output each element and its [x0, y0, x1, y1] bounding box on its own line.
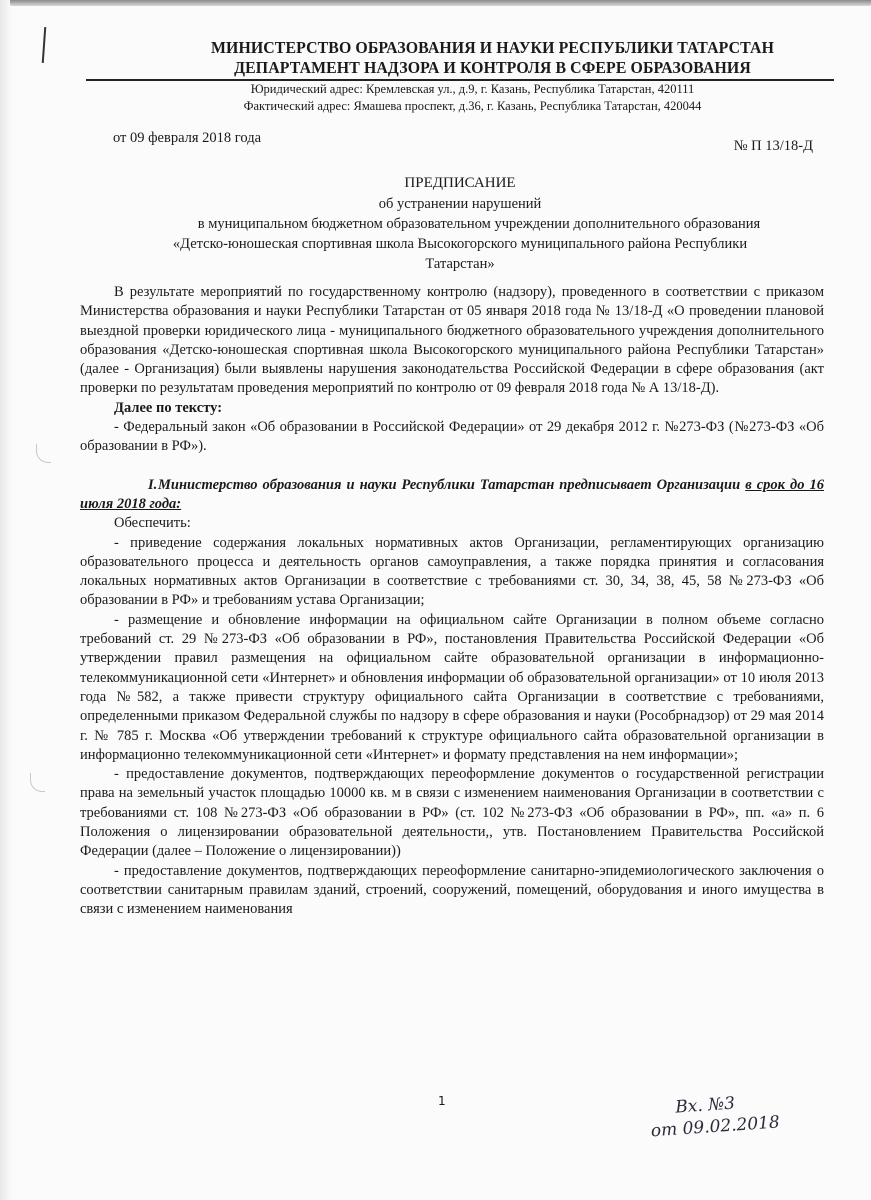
- document-meta: [113, 130, 813, 155]
- ensure-label: Обеспечить:: [114, 515, 191, 532]
- scan-left-edge: [0, 0, 12, 1200]
- document-title: ПРЕДПИСАНИЕ: [404, 175, 516, 191]
- intro-paragraph: В результате мероприятий по государственному контролю (надзору), проведенного в соответствии с приказом Министерства образования и науки Республики Татарстан от 05 января 2018 года № 13/18-Д «О проведении плановой выездной проверки юридического лица - муниципального бюджетного образовательного учреждения дополнительного образования «Детско-юношеская спортивная школа Высокогорского муниципального района Республики Татарстан» (далее - Организация) были выявлены нарушения законодательства Российской Федерации в сфере образования (акт проверки по результатам проведения мероприятий по контролю от 09 февраля 2018 года № А 13/18-Д).: [80, 284, 824, 397]
- handwritten-registration-note: [650, 1089, 781, 1142]
- department-name: ДЕПАРТАМЕНТ НАДЗОРА И КОНТРОЛЯ В СФЕРЕ ОБРАЗОВАНИЯ: [234, 58, 751, 77]
- requirement-item: - приведение содержания локальных нормативных актов Организации, регламентирующих организацию образовательного процесса и деятельность органов самоуправления, а также порядка принятия и согласования локальных нормативных актов Организации в соответствие с требованиями ст. 30, 34, 38, 45, 58 №273-ФЗ «Об образовании в РФ» и требованиям устава Организации;: [80, 534, 824, 609]
- legal-address: Юридический адрес: Кремлевская ул., д.9, г. Казань, Республика Татарстан, 420111: [250, 82, 695, 96]
- scan-top-edge: [10, 0, 871, 6]
- punch-hole-mark: [30, 773, 45, 792]
- document-number: № П 13/18-Д: [733, 138, 813, 154]
- page-number: 1: [438, 1094, 446, 1108]
- handwritten-incoming-number: Вх. №3: [674, 1093, 736, 1118]
- section-number: I.: [148, 476, 158, 493]
- title-subline: об устранении нарушений: [378, 196, 542, 212]
- handwritten-date: от 09.02.2018: [650, 1112, 781, 1142]
- document-body: [80, 283, 824, 920]
- section-heading: [80, 476, 824, 515]
- actual-address: Фактический адрес: Ямашева проспект, д.36, г. Казань, Республика Татарстан, 420044: [243, 99, 702, 113]
- title-subline: в муниципальном бюджетном образовательном учреждении дополнительного образования: [197, 216, 761, 232]
- document-title-block: [100, 172, 820, 274]
- pen-mark: [42, 27, 47, 63]
- ministry-name: МИНИСТЕРСТВО ОБРАЗОВАНИЯ И НАУКИ РЕСПУБЛИКИ ТАТАРСТАН: [210, 38, 775, 57]
- title-subline: «Детско-юношеская спортивная школа Высокогорского муниципального района Республики: [172, 236, 748, 252]
- section-text: Министерство образования и науки Республики Татарстан предписывает Организации: [158, 476, 746, 493]
- document-date: от 09 февраля 2018 года: [113, 130, 262, 146]
- punch-hole-mark: [36, 444, 51, 463]
- requirement-item: - предоставление документов, подтверждающих переоформление документов о государственной регистрации права на земельный участок площадью 10000 кв. м в связи с изменением наименования Организации в соответствии с требованиями ст. 108 №273-ФЗ «Об образовании в РФ» (ст. 102 №273-ФЗ «Об образовании в РФ», пп. «а» п. 6 Положения о лицензировании образовательной деятельности,, утв. Постановлением Правительства Российской Федерации (далее – Положение о лицензировании)): [80, 766, 824, 860]
- law-reference: - Федеральный закон «Об образовании в Российской Федерации» от 29 декабря 2012 г. №273-ФЗ (№273-ФЗ «Об образовании в РФ»).: [80, 419, 824, 455]
- further-label: Далее по тексту:: [114, 399, 223, 416]
- section-deadline: в срок до 16 июля 2018 года:: [80, 476, 824, 512]
- requirement-item: - предоставление документов, подтверждающих переоформление санитарно-эпидемиологического заключения о соответствии санитарным правилам зданий, строений, сооружений, помещений, оборудования и иного имущества в связи с изменением наименования: [80, 862, 824, 918]
- title-subline: Татарстан»: [425, 256, 495, 272]
- letterhead: [150, 38, 835, 115]
- requirement-item: - размещение и обновление информации на официальном сайте Организации в полном объеме согласно требований ст. 29 №273-ФЗ «Об образовании в РФ», постановления Правительства Российской Федерации «Об утверждении правил размещения на официальном сайте образовательной организации в информационно-телекоммуникационной сети «Интернет» и обновления информации об образовательной организации» от 10 июля 2013 года №582, а также привести структуру официального сайта Организации в соответствие с требованиями, определенными приказом Федеральной службы по надзору в сфере образования и науки (Рособрнадзор) от 29 мая 2014 г. № 785 г. Москва «Об утверждении требований к структуре официального сайта образовательной организации в информационно телекоммуникационной сети «Интернет» и формату представления на нем информации»;: [80, 611, 824, 763]
